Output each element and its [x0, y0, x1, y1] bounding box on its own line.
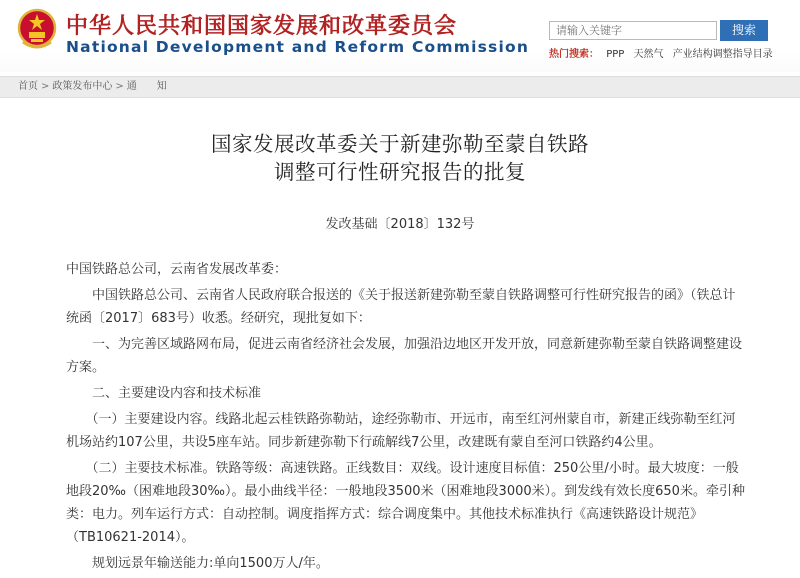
hot-search-link[interactable]: 产业结构调整指导目录 [672, 49, 773, 60]
hot-search-link[interactable]: PPP [606, 49, 625, 60]
document-number: 发改基础〔2018〕132号 [325, 217, 475, 232]
search-input[interactable]: 请输入关键字 [549, 21, 717, 40]
org-name-cn: 中华人民共和国国家发展和改革委员会 [66, 14, 458, 39]
hot-search-label: 热门搜索： [549, 49, 599, 60]
body-line: 中国铁路总公司、云南省人民政府联合报送的《关于报送新建弥勒至蒙自铁路调整可行性研究报告的函》（铁总计 [66, 288, 736, 303]
breadcrumb-home[interactable]: 首页 [18, 81, 38, 92]
article-title-line1: 国家发展改革委关于新建弥勒至蒙自铁路 [211, 132, 589, 156]
breadcrumb [18, 79, 167, 95]
breadcrumb-bar [0, 76, 800, 98]
addressee: 中国铁路总公司，云南省发展改革委： [66, 262, 288, 277]
breadcrumb-policy-center[interactable]: 政策发布中心 [52, 81, 113, 92]
body-line: 方案。 [66, 360, 106, 375]
body-line: 类：电力。列车运行方式：自动控制。调度指挥方式：综合调度集中。其他技术标准执行《高速铁路设计规范》 [66, 507, 704, 522]
body-line: （一）主要建设内容。线路北起云桂铁路弥勒站，途经弥勒市、开远市，南至红河州蒙自市，新建正线弥勒至红河 [66, 412, 736, 427]
hot-search-link[interactable]: 天然气 [633, 49, 664, 60]
article-title-line2: 调整可行性研究报告的批复 [274, 160, 526, 184]
body-line: （二）主要技术标准。铁路等级：高速铁路。正线数目：双线。设计速度目标值：250公里/小时。最大坡度：一般 [66, 461, 739, 476]
breadcrumb-notice[interactable]: 通 知 [126, 81, 167, 92]
body-line: 一、为完善区域路网布局，促进云南省经济社会发展，加强沿边地区开发开放，同意新建弥勒至蒙自铁路调整建设 [66, 337, 743, 352]
body-line: 机场站约107公里，共设5座车站。同步新建弥勒下行疏解线7公里，改建既有蒙自至河口铁路约4公里。 [66, 435, 662, 450]
site-header [0, 0, 800, 72]
org-name-en: National Development and Reform Commission [66, 38, 530, 56]
breadcrumb-separator: > [41, 81, 50, 92]
hot-search [549, 45, 779, 60]
body-line: （TB10621-2014）。 [66, 530, 195, 545]
section-heading: 二、主要建设内容和技术标准 [66, 386, 262, 401]
national-emblem-icon [17, 8, 57, 50]
body-line: 统函〔2017〕683号）收悉。经研究，现批复如下： [66, 311, 371, 326]
breadcrumb-separator: > [115, 81, 124, 92]
body-line: 规划远景年输送能力:单向1500万人/年。 [66, 556, 329, 571]
search-button[interactable]: 搜索 [720, 20, 768, 41]
body-line: 地段20‰（困难地段30‰）。最小曲线半径：一般地段3500米（困难地段3000米）。到发线有效长度650米。牵引种 [66, 484, 745, 499]
